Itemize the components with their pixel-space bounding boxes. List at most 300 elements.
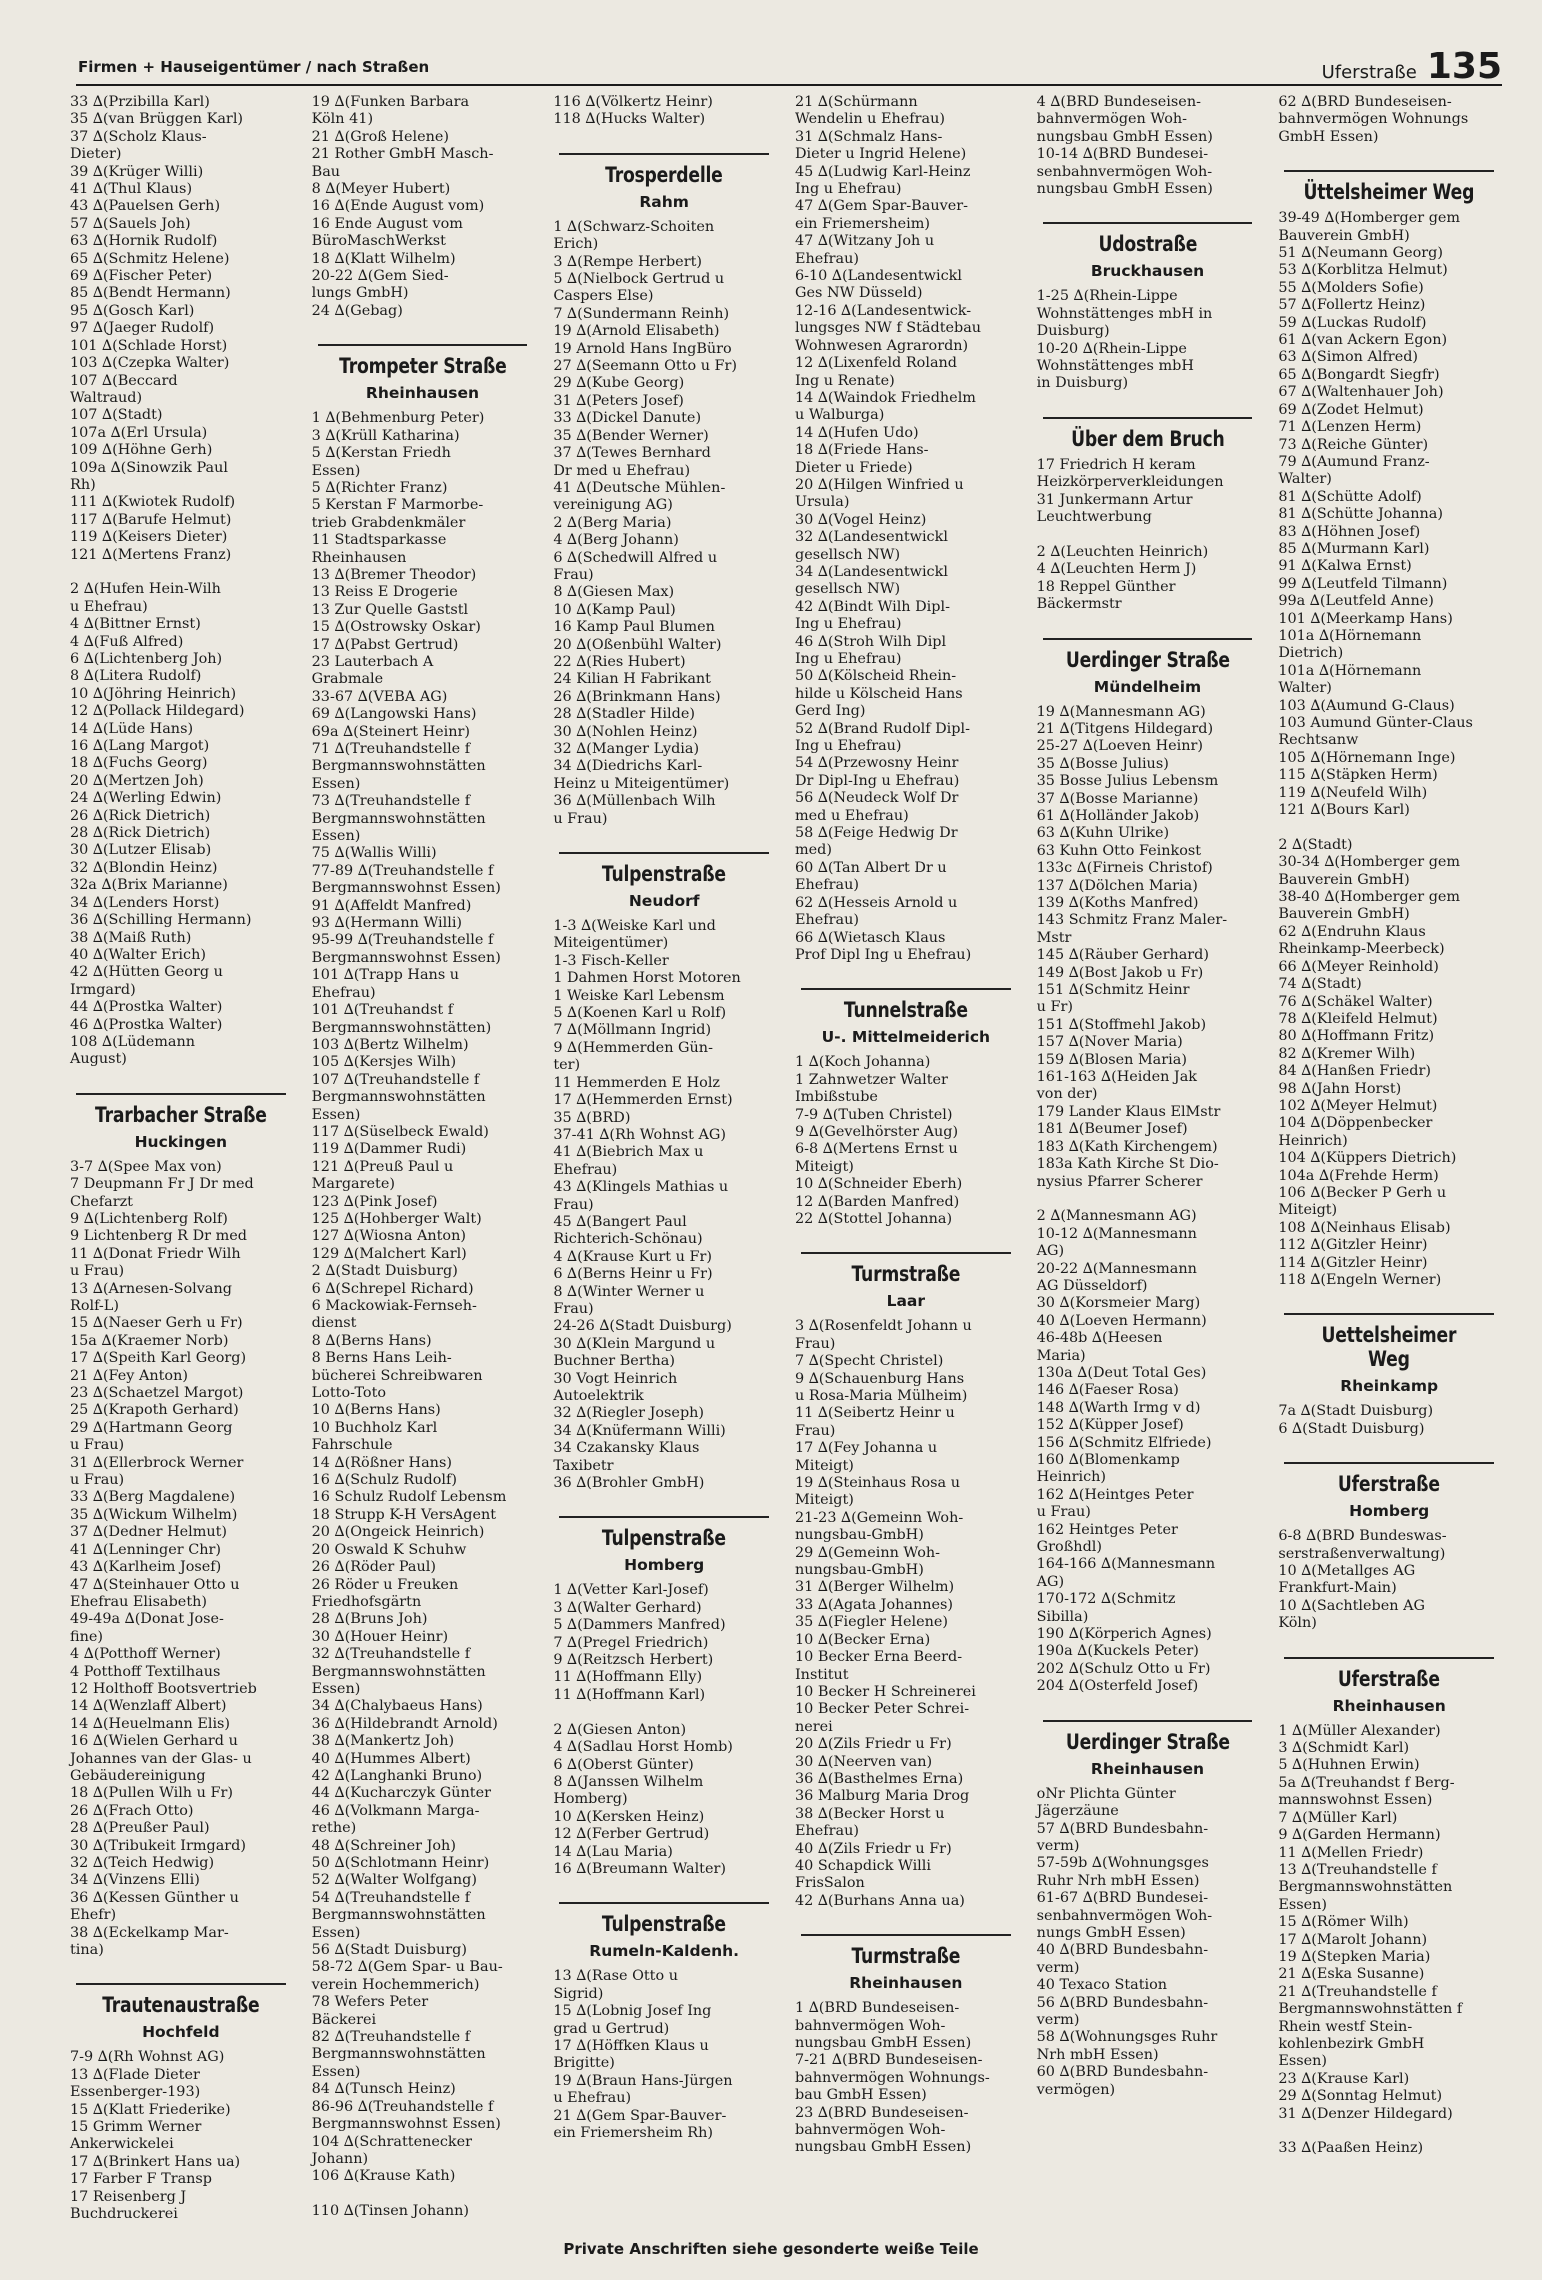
address-entry: 16 ∆(Wielen Gerhard u: [70, 1733, 238, 1750]
address-entry: 46 ∆(Prostka Walter): [70, 1016, 223, 1033]
address-entry: 1 ∆(BRD Bundeseisen-: [795, 2000, 960, 2017]
address-entry: Köln): [1278, 1615, 1317, 1632]
address-entry: senbahnvermögen Woh-: [1036, 163, 1213, 180]
address-entry: 22 ∆(Ries Hubert): [553, 653, 686, 670]
address-entry: 30 ∆(Korsmeier Marg): [1036, 1295, 1201, 1312]
address-entry: 103 ∆(Bertz Wilhelm): [311, 1036, 469, 1053]
address-entry: 37 ∆(Tewes Bernhard: [553, 445, 711, 462]
address-entry: 11 ∆(Seibertz Heinr u: [795, 1405, 955, 1422]
address-entry: serstraßenverwaltung): [1278, 1545, 1446, 1562]
address-entry: 108 ∆(Neinhaus Elisab): [1278, 1219, 1451, 1236]
address-entry: 73 ∆(Treuhandstelle f: [311, 793, 471, 810]
address-entry: 4 Potthoff Textilhaus: [70, 1663, 221, 1680]
address-entry: 121 ∆(Preuß Paul u: [311, 1158, 454, 1175]
address-entry: 10 ∆(Metallges AG: [1278, 1563, 1416, 1580]
address-entry: [553, 1704, 775, 1721]
address-entry: 47 ∆(Witzany Joh u: [795, 233, 935, 250]
address-entry: 101 ∆(Meerkamp Hans): [1278, 610, 1453, 627]
address-entry: 2 ∆(Hufen Hein-Wilh: [70, 581, 221, 598]
address-entry: 3 ∆(Krüll Katharina): [311, 427, 460, 444]
street-section-header: [70, 1983, 292, 2041]
address-entry: 35 ∆(van Brüggen Karl): [70, 111, 244, 128]
address-entry: 106 ∆(Krause Kath): [311, 2168, 456, 2185]
address-entry: 7 ∆(Specht Christel): [795, 1353, 944, 1370]
address-entry: Ehefr): [70, 1907, 117, 1924]
address-entry: Rheinkamp-Meerbeck): [1278, 941, 1445, 958]
section-rule: [801, 988, 1011, 990]
address-entry: 66 ∆(Meyer Reinhold): [1278, 958, 1439, 975]
address-entry: 62 ∆(BRD Bundeseisen-: [1278, 94, 1452, 110]
address-entry: Friedhofsgärtn: [311, 1593, 422, 1610]
address-entry: Bergmannswohnstätten: [311, 1089, 486, 1106]
address-entry: 31 ∆(Ellerbrock Werner: [70, 1454, 244, 1471]
address-entry: 1 ∆(Vetter Karl-Josef): [553, 1582, 709, 1599]
address-entry: 8 ∆(Giesen Max): [553, 584, 675, 601]
address-entry: 30 Vogt Heinrich: [553, 1370, 678, 1387]
address-entry: 15 ∆(Naeser Gerh u Fr): [70, 1315, 243, 1332]
address-entry: 148 ∆(Warth Irmg v d): [1036, 1399, 1201, 1416]
column-2: [312, 94, 534, 2224]
address-entry: 42 ∆(Burhans Anna ua): [795, 1892, 965, 1909]
address-entry: 40 Schapdick Willi: [795, 1857, 931, 1874]
address-entry: 17 Friedrich H keram: [1036, 456, 1196, 473]
address-entry: 10 ∆(Sachtleben AG: [1278, 1597, 1426, 1614]
address-entry: 58 ∆(Wohnungsges Ruhr: [1036, 2029, 1218, 2046]
address-entry: Bauverein GmbH): [1278, 906, 1410, 923]
address-entry: 4 ∆(Sadlau Horst Homb): [553, 1739, 733, 1756]
address-entry: 1 ∆(Schwarz-Schoiten: [553, 218, 715, 235]
address-entry: 10 ∆(Jöhring Heinrich): [70, 685, 237, 702]
street-section-header: [1278, 1462, 1500, 1520]
address-entry: 101 ∆(Schlade Horst): [70, 337, 228, 354]
address-entry: 38-40 ∆(Homberger gem: [1278, 889, 1461, 906]
address-entry: Dieter u Friede): [795, 459, 913, 476]
address-entry: Frau): [795, 1422, 836, 1439]
column-1: [70, 94, 292, 2224]
district-name: U-. Mittelmeiderich: [821, 1028, 991, 1047]
address-entry: 69 ∆(Langowski Hans): [311, 706, 477, 723]
header-street: Uferstraße: [1321, 62, 1417, 83]
page-number: 135: [1426, 46, 1502, 87]
address-entry: 15 Grimm Werner: [70, 2119, 202, 2136]
address-entry: dienst: [311, 1315, 357, 1332]
address-entry: [1037, 527, 1259, 544]
address-entry: gesellsch NW): [795, 546, 901, 563]
address-entry: 30-34 ∆(Homberger gem: [1278, 854, 1461, 871]
address-entry: ter): [553, 1057, 581, 1074]
address-entry: 36 ∆(Kessen Günther u: [70, 1889, 239, 1906]
section-rule: [318, 344, 528, 346]
address-entry: 121 ∆(Mertens Franz): [70, 546, 232, 563]
address-entry: 7-9 ∆(Tuben Christel): [795, 1106, 953, 1123]
address-entry: Frau): [795, 1335, 836, 1352]
section-rule: [1284, 1657, 1494, 1659]
address-entry: 32a ∆(Brix Marianne): [70, 877, 228, 894]
address-entry: 43 ∆(Pauelsen Gerh): [70, 198, 221, 215]
address-entry: 4 ∆(Fuß Alfred): [70, 633, 184, 650]
section-rule: [76, 1093, 286, 1095]
district-name: Rheinhausen: [1332, 1696, 1446, 1715]
address-entry: 23 ∆(Krause Karl): [1278, 2070, 1410, 2087]
address-entry: Heinrich): [1036, 1469, 1107, 1486]
address-entry: 37-41 ∆(Rh Wohnst AG): [553, 1126, 726, 1143]
address-entry: Bergmannswohnst Essen): [311, 949, 501, 966]
address-entry: u Ehefrau): [70, 598, 148, 615]
address-entry: 164-166 ∆(Mannesmann: [1036, 1556, 1216, 1573]
address-entry: Duisburg): [1036, 323, 1110, 340]
column-3: [553, 94, 775, 2224]
address-entry: 45 ∆(Ludwig Karl-Heinz: [795, 163, 971, 180]
address-entry: 21-23 ∆(Gemeinn Woh-: [795, 1509, 964, 1526]
address-entry: 18 ∆(Pullen Wilh u Fr): [70, 1785, 233, 1802]
address-entry: 8 ∆(Winter Werner u: [553, 1283, 705, 1300]
address-entry: Heinrich): [1278, 1132, 1348, 1149]
address-entry: Köln 41): [311, 111, 374, 128]
address-entry: 3 ∆(Rosenfeldt Johann u: [795, 1318, 972, 1335]
address-entry: 2 ∆(Stadt Duisburg): [311, 1263, 458, 1280]
address-entry: 32 ∆(Treuhandstelle f: [311, 1646, 471, 1663]
address-entry: 28 ∆(Bruns Joh): [311, 1611, 428, 1628]
address-entry: 101a ∆(Hörnemann: [1278, 662, 1422, 679]
address-entry: 18 Reppel Günther: [1036, 578, 1176, 595]
address-entry: 66 ∆(Wietasch Klaus: [795, 929, 946, 946]
address-entry: Dieter): [70, 146, 122, 163]
address-entry: 33 ∆(Berg Magdalene): [70, 1489, 236, 1506]
address-entry: Taxibetr: [553, 1457, 614, 1474]
address-entry: 26 ∆(Frach Otto): [70, 1802, 194, 1819]
address-entry: 10-20 ∆(Rhein-Lippe: [1036, 340, 1187, 357]
address-entry: 23 Lauterbach A: [311, 653, 434, 670]
address-entry: Miteigt): [795, 1457, 854, 1474]
address-entry: [1278, 819, 1500, 836]
address-entry: verm): [1036, 1837, 1080, 1854]
address-entry: 7-9 ∆(Rh Wohnst AG): [70, 2049, 225, 2066]
address-entry: 156 ∆(Schmitz Elfriede): [1036, 1434, 1212, 1451]
address-entry: Großhdl): [1036, 1539, 1103, 1556]
address-entry: 22 ∆(Stottel Johanna): [795, 1210, 953, 1227]
address-entry: 111 ∆(Kwiotek Rudolf): [70, 494, 236, 511]
address-entry: 115 ∆(Stäpken Herm): [1278, 767, 1438, 784]
address-entry: Bergmannswohnstätten: [311, 1907, 486, 1924]
section-rule: [1043, 1720, 1253, 1722]
address-entry: 110 ∆(Tinsen Johann): [311, 2203, 470, 2220]
address-entry: 54 ∆(Treuhandstelle f: [311, 1889, 471, 1906]
street-name: Uettelsheimer Weg: [1321, 1323, 1457, 1372]
address-entry: 1 ∆(Müller Alexander): [1278, 1722, 1441, 1739]
address-entry: 7a ∆(Stadt Duisburg): [1278, 1403, 1434, 1420]
address-entry: 10 Becker H Schreinerei: [795, 1683, 976, 1700]
address-entry: 36 ∆(Müllenbach Wilh: [553, 793, 716, 810]
address-entry: 41 ∆(Deutsche Mühlen-: [553, 479, 726, 496]
address-entry: 37 ∆(Bosse Marianne): [1036, 790, 1199, 807]
address-entry: 31 Junkermann Artur: [1036, 491, 1193, 508]
address-entry: 1 Dahmen Horst Motoren: [553, 970, 741, 987]
address-entry: 69 ∆(Zodet Helmut): [1278, 401, 1424, 418]
address-entry: von der): [1036, 1086, 1098, 1103]
address-entry: 35 ∆(Bender Werner): [553, 427, 709, 444]
address-entry: 36 ∆(Brohler GmbH): [553, 1475, 705, 1492]
address-entry: 7 ∆(Pregel Friedrich): [553, 1634, 709, 1651]
street-name: Tulpenstraße: [602, 862, 727, 887]
address-entry: 7 Deupmann Fr J Dr med: [70, 1176, 254, 1193]
address-entry: 35 ∆(Bosse Julius): [1036, 755, 1169, 772]
address-entry: 9 Lichtenberg R Dr med: [70, 1228, 247, 1245]
address-entry: 67 ∆(Waltenhauer Joh): [1278, 384, 1444, 401]
address-entry: Bergmannswohnstätten: [1278, 1879, 1453, 1896]
address-entry: bahnvermögen Woh-: [795, 2122, 946, 2139]
address-entry: verein Hochemmerich): [311, 1976, 480, 1993]
address-entry: Fahrschule: [311, 1437, 393, 1454]
address-entry: 6-10 ∆(Landesentwickl: [795, 268, 962, 285]
address-entry: 3 ∆(Schmidt Karl): [1278, 1740, 1410, 1757]
address-entry: AG): [1036, 1243, 1065, 1260]
address-entry: 190 ∆(Körperich Agnes): [1036, 1626, 1212, 1643]
street-section-header: [795, 1252, 1017, 1310]
address-entry: Frau): [553, 1300, 594, 1317]
address-entry: 10 Buchholz Karl: [311, 1419, 438, 1436]
address-entry: 5 ∆(Richter Franz): [311, 479, 448, 496]
address-entry: 35 ∆(Wickum Wilhelm): [70, 1506, 238, 1523]
address-entry: 34 ∆(Lenders Horst): [70, 894, 220, 911]
address-entry: 47 ∆(Gem Spar-Bauver-: [795, 198, 968, 215]
address-entry: 133c ∆(Firneis Christof): [1036, 860, 1213, 877]
address-entry: 62 ∆(Hesseis Arnold u: [795, 894, 958, 911]
address-entry: 12-16 ∆(Landesentwick-: [795, 302, 972, 319]
address-entry: Heinz u Miteigentümer): [553, 775, 730, 792]
address-entry: Ehefrau): [553, 1161, 618, 1178]
address-entry: 160 ∆(Blomenkamp: [1036, 1452, 1180, 1468]
address-entry: 1 Zahnwetzer Walter: [795, 1071, 948, 1088]
address-entry: Grabmale: [311, 671, 384, 688]
directory-columns: [70, 94, 1500, 2223]
address-entry: 6 ∆(Schedwill Alfred u: [553, 549, 718, 566]
street-name: Tulpenstraße: [602, 1912, 727, 1937]
address-entry: Dr med u Ehefrau): [553, 462, 691, 479]
address-entry: 63 ∆(Hornik Rudolf): [70, 233, 218, 250]
address-entry: 5 ∆(Dammers Manfred): [553, 1617, 726, 1634]
address-entry: 36 ∆(Basthelmes Erna): [795, 1770, 964, 1787]
address-entry: Wohnstättenges mbH: [1036, 358, 1194, 375]
address-entry: 78 ∆(Kleifeld Helmut): [1278, 1010, 1438, 1027]
address-entry: 80 ∆(Hoffmann Fritz): [1278, 1028, 1435, 1045]
address-entry: Dr Dipl-Ing u Ehefrau): [795, 772, 960, 789]
address-entry: 107a ∆(Erl Ursula): [70, 424, 208, 441]
address-entry: 32 ∆(Landesentwickl: [795, 529, 948, 546]
address-entry: 32 ∆(Manger Lydia): [553, 741, 700, 757]
address-entry: Bau: [311, 163, 341, 180]
address-entry: Bäckerei: [311, 2011, 377, 2028]
address-entry: bahnvermögen Woh-: [1036, 111, 1187, 128]
address-entry: 21 ∆(Schürmann: [795, 94, 918, 110]
street-name: Trompeter Straße: [338, 354, 507, 379]
street-section-header: [553, 852, 775, 910]
address-entry: 17 Farber F Transp: [70, 2171, 213, 2188]
address-entry: 8 ∆(Litera Rudolf): [70, 668, 202, 685]
address-entry: 20-22 ∆(Gem Sied-: [311, 268, 449, 285]
address-entry: 4 ∆(Leuchten Herm J): [1036, 561, 1197, 578]
address-entry: 36 ∆(Schilling Hermann): [70, 912, 252, 929]
address-entry: Gerd Ing): [795, 703, 866, 720]
address-entry: u Frau): [70, 1472, 125, 1489]
address-entry: 32 ∆(Riegler Joseph): [553, 1405, 705, 1422]
address-entry: 27 ∆(Seemann Otto u Fr): [553, 358, 738, 375]
street-name: Trosperdelle: [605, 162, 723, 187]
address-entry: 2 ∆(Stadt): [1278, 836, 1353, 853]
address-entry: 17 ∆(Speith Karl Georg): [70, 1350, 247, 1367]
address-entry: vermögen): [1036, 2081, 1116, 2098]
address-entry: Essen): [1278, 2053, 1328, 2070]
address-entry: 28 ∆(Stadler Hilde): [553, 706, 695, 723]
street-name: Turmstraße: [851, 1944, 961, 1969]
address-entry: 83 ∆(Höhnen Josef): [1278, 523, 1421, 540]
address-entry: 38 ∆(Mankertz Joh): [311, 1733, 455, 1750]
address-entry: 1-25 ∆(Rhein-Lippe: [1036, 288, 1178, 305]
address-entry: 24 ∆(Gebag): [311, 302, 403, 319]
address-entry: 10 ∆(Kamp Paul): [553, 601, 676, 618]
address-entry: 11 ∆(Hoffmann Karl): [553, 1686, 706, 1703]
address-entry: Johann): [311, 2150, 369, 2167]
address-entry: 85 ∆(Bendt Hermann): [70, 285, 231, 302]
address-entry: 7-21 ∆(BRD Bundeseisen-: [795, 2052, 983, 2069]
address-entry: 52 ∆(Brand Rudolf Dipl-: [795, 720, 970, 737]
address-entry: 34 ∆(Knüfermann Willi): [553, 1422, 726, 1439]
address-entry: 65 ∆(Bongardt Siegfr): [1278, 366, 1440, 383]
address-entry: 26 ∆(Rick Dietrich): [70, 807, 211, 824]
address-entry: 11 ∆(Hoffmann Elly): [553, 1669, 703, 1686]
address-entry: 21 ∆(Gem Spar-Bauver-: [553, 2107, 727, 2124]
address-entry: 11 ∆(Donat Friedr Wilh: [70, 1245, 241, 1262]
street-name: Uerdinger Straße: [1065, 1729, 1230, 1754]
address-entry: 129 ∆(Malchert Karl): [311, 1245, 467, 1262]
address-entry: 95 ∆(Gosch Karl): [70, 302, 195, 319]
address-entry: 78 Wefers Peter: [311, 1994, 429, 2011]
address-entry: 13 Zur Quelle Gaststl: [311, 601, 469, 618]
address-entry: 15 ∆(Klatt Friederike): [70, 2101, 231, 2118]
address-entry: 103 ∆(Aumund G-Claus): [1278, 697, 1455, 714]
address-entry: Wendelin u Ehefrau): [795, 111, 945, 128]
address-entry: 15 ∆(Ostrowsky Oskar): [311, 619, 481, 636]
address-entry: u Frau): [553, 810, 608, 827]
address-entry: 139 ∆(Koths Manfred): [1036, 895, 1199, 911]
address-entry: 2 ∆(Berg Maria): [553, 514, 672, 531]
address-entry: 43 ∆(Klingels Mathias u: [553, 1179, 729, 1196]
address-entry: 8 ∆(Berns Hans): [311, 1332, 432, 1349]
address-entry: nungsbau-GmbH): [795, 1562, 924, 1579]
address-entry: 10 ∆(Schneider Eberh): [795, 1176, 963, 1193]
address-entry: 63 ∆(Kuhn Ulrike): [1036, 825, 1170, 842]
address-entry: 119 ∆(Neufeld Wilh): [1278, 784, 1428, 801]
address-entry: nungsbau GmbH Essen): [795, 2035, 972, 2051]
address-entry: nungsbau GmbH Essen): [1036, 181, 1213, 198]
address-entry: 5 ∆(Huhnen Erwin): [1278, 1757, 1420, 1774]
district-name: Rumeln-Kaldenh.: [589, 1942, 740, 1961]
address-entry: 61 ∆(Holländer Jakob): [1036, 807, 1200, 824]
address-entry: 183a Kath Kirche St Dio-: [1036, 1156, 1219, 1173]
address-entry: Essen): [311, 828, 361, 845]
address-entry: 12 ∆(Pollack Hildegard): [70, 703, 245, 720]
address-entry: 116 ∆(Völkertz Heinr): [553, 94, 713, 110]
address-entry: Ehefrau Elisabeth): [70, 1593, 207, 1610]
address-entry: 19 ∆(Funken Barbara: [311, 94, 470, 110]
address-entry: [1037, 1191, 1259, 1208]
address-entry: Rh): [70, 476, 96, 493]
address-entry: Homberg): [553, 1791, 628, 1808]
section-rule: [559, 852, 769, 854]
address-entry: tina): [70, 1942, 104, 1959]
address-entry: Essen): [311, 2063, 361, 2080]
address-entry: u Ehefrau): [553, 2090, 632, 2107]
address-entry: 71 ∆(Treuhandstelle f: [311, 741, 471, 757]
address-entry: 109 ∆(Höhne Gerh): [70, 442, 213, 459]
address-entry: 190a ∆(Kuckels Peter): [1036, 1643, 1199, 1660]
address-entry: 5 Kerstan F Marmorbe-: [311, 497, 484, 514]
address-entry: 99 ∆(Leutfeld Tilmann): [1278, 575, 1448, 592]
address-entry: Ehefrau): [311, 984, 376, 1001]
address-entry: u Rosa-Maria Mülheim): [795, 1388, 968, 1404]
address-entry: 1 Weiske Karl Lebensm: [553, 987, 725, 1004]
district-name: Bruckhausen: [1090, 262, 1205, 281]
address-entry: 17 ∆(Höffken Klaus u: [553, 2037, 709, 2054]
address-entry: 16 ∆(Schulz Rudolf): [311, 1472, 457, 1489]
address-entry: 34 ∆(Diedrichs Karl-: [553, 758, 703, 775]
district-name: Rheinhausen: [849, 1974, 963, 1993]
district-name: Mündelheim: [1093, 677, 1202, 696]
address-entry: 11 ∆(Mellen Friedr): [1278, 1844, 1424, 1861]
section-rule: [1043, 417, 1253, 419]
address-entry: 11 Hemmerden E Holz: [553, 1074, 721, 1091]
address-entry: 104a ∆(Frehde Herm): [1278, 1167, 1439, 1184]
address-entry: 28 ∆(Rick Dietrich): [70, 825, 211, 842]
address-entry: Autoelektrik: [553, 1388, 644, 1404]
address-entry: Bergmannswohnst Essen): [311, 2116, 501, 2133]
address-entry: 107 ∆(Treuhandstelle f: [311, 1071, 480, 1088]
address-entry: 73 ∆(Reiche Günter): [1278, 436, 1429, 453]
address-entry: Nrh mbH Essen): [1036, 2046, 1159, 2063]
address-entry: 101 ∆(Treuhandst f: [311, 1002, 454, 1019]
address-entry: 33 ∆(Przibilla Karl): [70, 94, 210, 110]
address-entry: 20 ∆(Zils Friedr u Fr): [795, 1736, 952, 1753]
address-entry: ein Friemersheim Rh): [553, 2125, 714, 2141]
address-entry: 93 ∆(Hermann Willi): [311, 915, 463, 932]
address-entry: 57 ∆(BRD Bundesbahn-: [1036, 1820, 1209, 1837]
address-entry: 44 ∆(Prostka Walter): [70, 999, 223, 1016]
address-entry: 12 Holthoff Bootsvertrieb: [70, 1680, 257, 1697]
address-entry: Ing u Ehefrau): [795, 181, 902, 198]
address-entry: 84 ∆(Hanßen Friedr): [1278, 1063, 1431, 1080]
address-entry: 151 ∆(Stoffmehl Jakob): [1036, 1016, 1207, 1033]
address-entry: 14 ∆(Lau Maria): [553, 1843, 673, 1860]
address-entry: 151 ∆(Schmitz Heinr: [1036, 982, 1190, 999]
street-name: Tulpenstraße: [602, 1526, 727, 1551]
address-entry: 31 ∆(Peters Josef): [553, 392, 684, 409]
address-entry: Ursula): [795, 494, 850, 511]
district-name: Hochfeld: [142, 2023, 220, 2042]
address-entry: 9 ∆(Lichtenberg Rolf): [70, 1210, 228, 1227]
street-name: Uferstraße: [1338, 1666, 1441, 1691]
district-name: Rahm: [639, 192, 689, 211]
address-entry: 17 ∆(Brinkert Hans ua): [70, 2153, 241, 2170]
address-entry: 4 ∆(BRD Bundeseisen-: [1036, 94, 1201, 110]
address-entry: Rolf-L): [70, 1298, 119, 1314]
address-entry: 6-8 ∆(Mertens Ernst u: [795, 1141, 958, 1158]
address-entry: 145 ∆(Räuber Gerhard): [1036, 947, 1209, 964]
address-entry: 63 ∆(Simon Alfred): [1278, 349, 1419, 366]
address-entry: 12 ∆(Lixenfeld Roland: [795, 355, 958, 372]
address-entry: Essen): [311, 775, 361, 792]
address-entry: 10-12 ∆(Mannesmann: [1036, 1225, 1197, 1242]
address-entry: Ruhr Nrh mbH Essen): [1036, 1872, 1200, 1889]
address-entry: lungs GmbH): [311, 285, 409, 302]
